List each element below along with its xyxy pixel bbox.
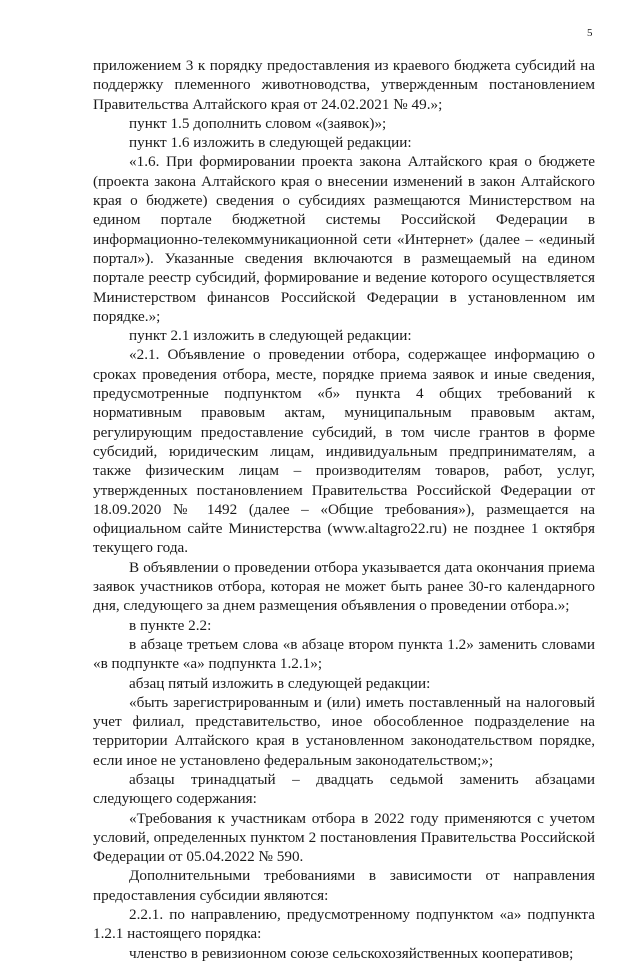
document-body bbox=[93, 56, 595, 963]
paragraph-continuation: приложением 3 к порядку предоставления из краевого бюджета субсидий на поддержку племенного животноводства, утвержденным постановлением Правительства Алтайского края от 24.02.2021 № 49.»; bbox=[93, 57, 595, 113]
paragraph-item-1-6-intro: пункт 1.6 изложить в следующей редакции: bbox=[129, 134, 412, 152]
paragraph-fifth-abzac-intro: абзац пятый изложить в следующей редакции: bbox=[129, 674, 431, 692]
paragraph-requirements-2022: «Требования к участникам отбора в 2022 году применяются с учетом условий, определенных пунктом 2 постановления Правительства Российской Федерации от 05.04.2022 № 590. bbox=[93, 809, 595, 866]
paragraph-abzacs-replace-intro: абзацы тринадцатый – двадцать седьмой заменить абзацами следующего содержания: bbox=[93, 770, 595, 808]
paragraph-item-2-1-text: «2.1. Объявление о проведении отбора, содержащее информацию о сроках проведения отбора, месте, порядке приема заявок и иные сведения, предусмотренные подпунктом «б» пункта 4 общих требований к нормативным правовым актам, муниципальным правовым актам, регулирующим предоставление субсидий, в том числе грантов в форме субсидий, юридическим лицам, индивидуальным предпринимателям, а также физическим лицам – производителям товаров, работ, услуг, утвержденных постановлением Правительства Российской Федерации от 18.09.2020 № 1492 (далее – «Общие требования»), размещается на официальном сайте Министерства (www.altagro22.ru) не позднее 1 октября текущего года. bbox=[93, 346, 595, 557]
paragraph-third-abzac: в абзаце третьем слова «в абзаце втором пункта 1.2» заменить словами «в подпункте «а» подпункта 1.2.1»; bbox=[93, 635, 595, 673]
paragraph-additional-requirements: Дополнительными требованиями в зависимости от направления предоставления субсидии являются: bbox=[93, 867, 595, 904]
paragraph-item-2-1-intro: пункт 2.1 изложить в следующей редакции: bbox=[129, 327, 412, 345]
paragraph-fifth-abzac-text: «быть зарегистрированным и (или) иметь поставленный на налоговый учет филиал, представительство, иное обособленное подразделение на территории Алтайского края в установленном законодательством порядке, если иное не установлено федеральным законодательством;»; bbox=[93, 693, 595, 769]
paragraph-cooperative-membership: членство в ревизионном союзе сельскохозяйственных кооперативов; bbox=[129, 944, 574, 962]
paragraph-item-1-6-text: «1.6. При формировании проекта закона Алтайского края о бюджете (проекта закона Алтайского края о внесении изменений в закон Алтайского края о бюджете) сведения о субсидиях размещаются Министерством на едином портале бюджетной системы Российской Федерации в информационно-телекоммуникационной сети «Интернет» (далее – «единый портал»). Указанные сведения включаются в размещаемый на едином портале реестр субсидий, формирование и ведение которого осуществляется Министерством финансов Российской Федерации в установленном им порядке.»; bbox=[93, 153, 595, 325]
paragraph-announcement-deadline: В объявлении о проведении отбора указывается дата окончания приема заявок участников отбора, которая не может быть ранее 30-го календарного дня, следующего за днем размещения объявления о проведении отбора.»; bbox=[93, 558, 595, 615]
page-number: 5 bbox=[587, 27, 593, 39]
paragraph-item-1-5: пункт 1.5 дополнить словом «(заявок)»; bbox=[129, 114, 387, 132]
paragraph-item-2-2-intro: в пункте 2.2: bbox=[129, 616, 212, 634]
paragraph-item-2-2-1: 2.2.1. по направлению, предусмотренному подпунктом «а» подпункта 1.2.1 настоящего порядка: bbox=[93, 906, 595, 943]
